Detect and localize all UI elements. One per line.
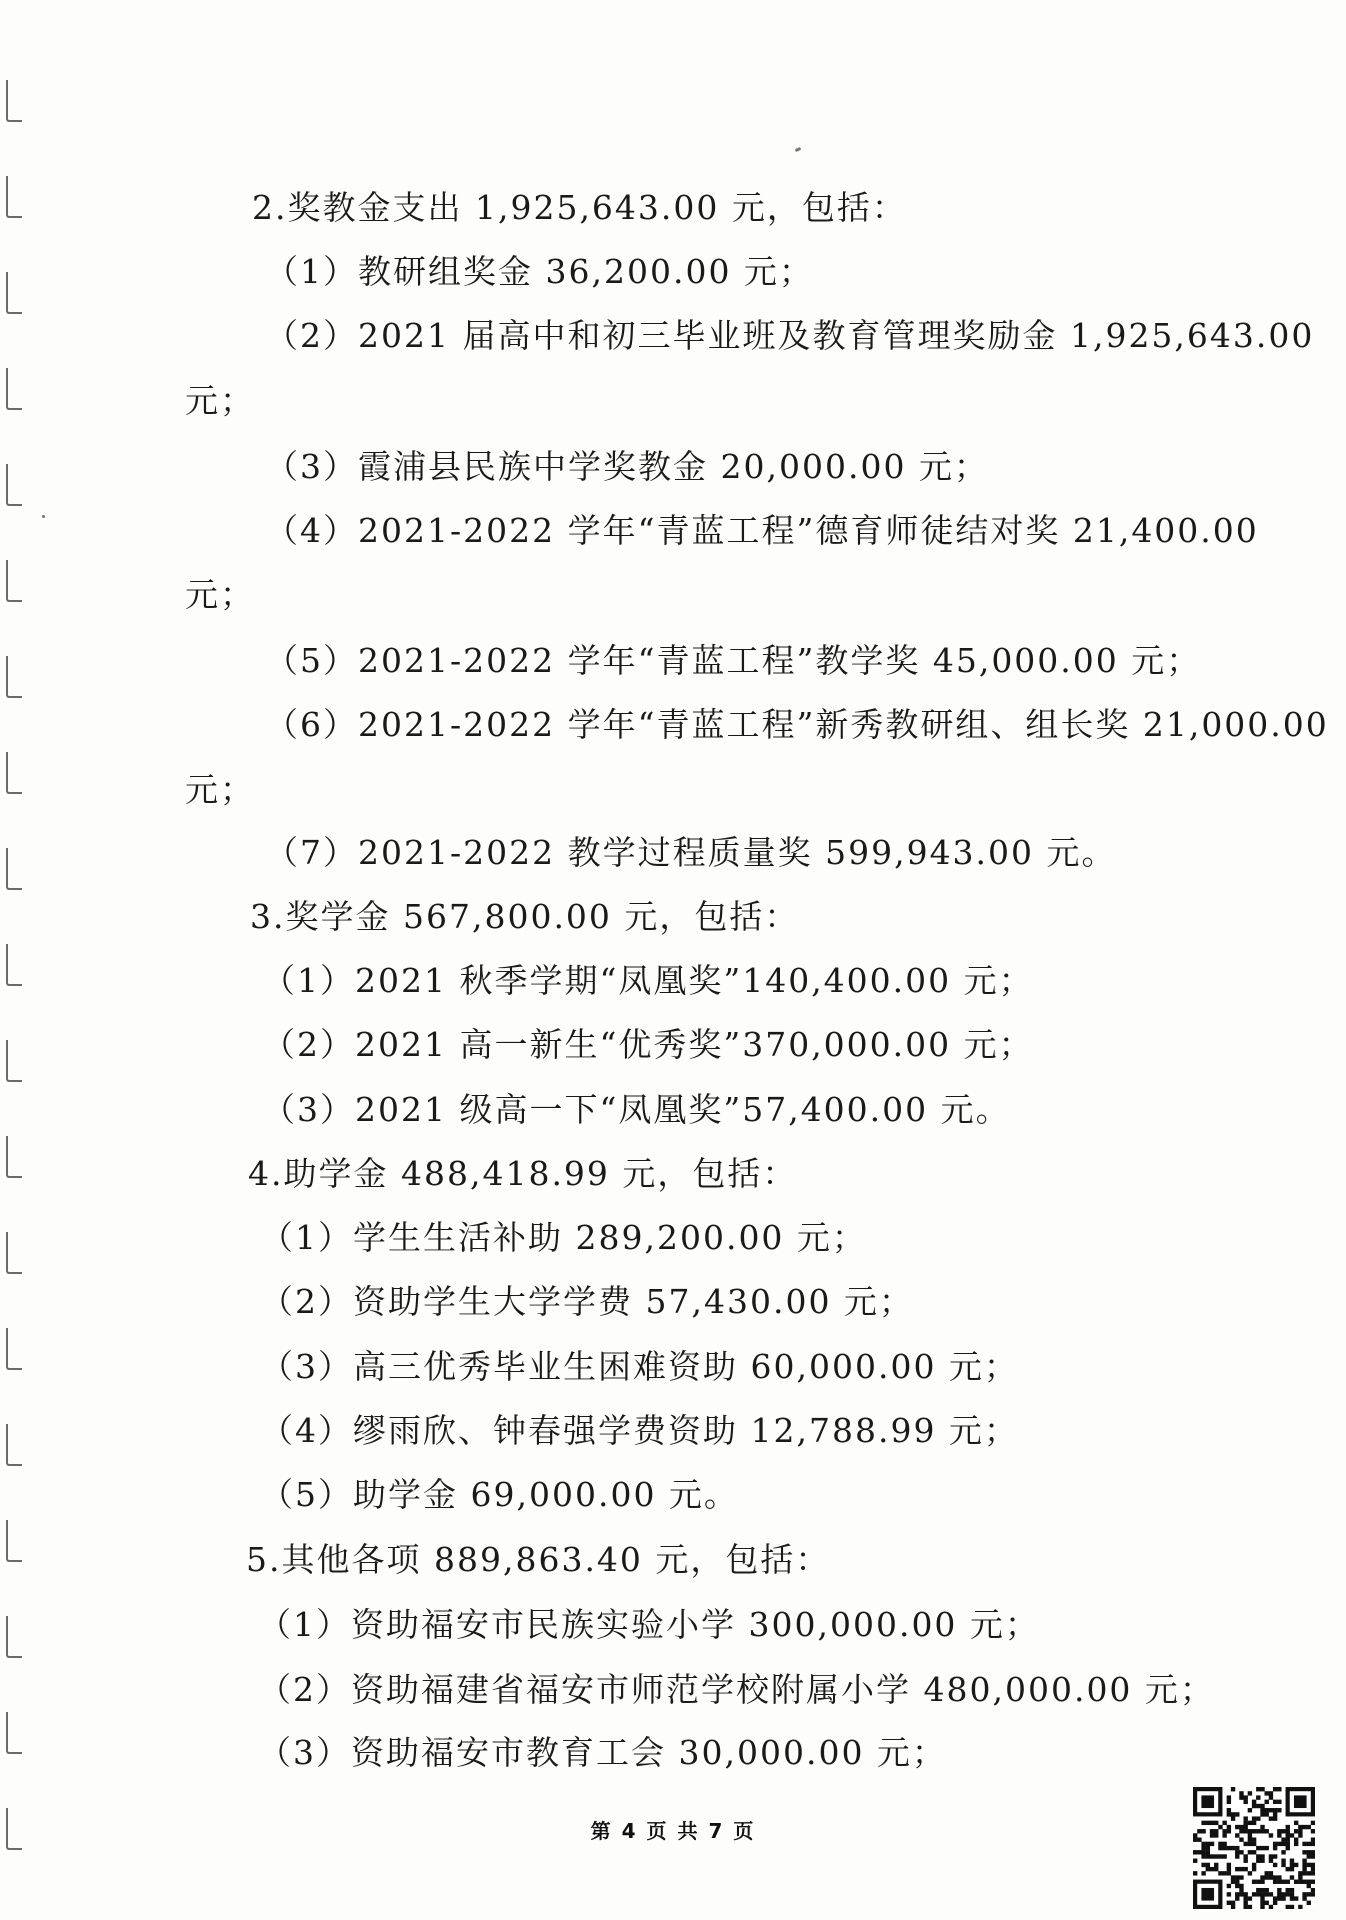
list-item: （2）资助福建省福安市师范学校附属小学 480,000.00 元；	[258, 1670, 1215, 1709]
list-item: （2）资助学生大学学费 57,430.00 元；	[260, 1282, 914, 1321]
binding-mark	[6, 1424, 22, 1466]
section-5-heading: 5.其他各项 889,863.40 元，包括：	[246, 1540, 831, 1579]
binding-mark	[6, 1712, 22, 1754]
list-item: （1）学生生活补助 289,200.00 元；	[260, 1218, 867, 1257]
list-item: （5）2021-2022 学年“青蓝工程”教学奖 45,000.00 元；	[265, 641, 1202, 680]
list-item: （1）教研组奖金 36,200.00 元；	[265, 252, 814, 291]
binding-mark	[6, 464, 22, 506]
list-item: （5）助学金 69,000.00 元。	[260, 1475, 739, 1514]
qr-code	[1193, 1787, 1315, 1909]
list-item: （3）资助福安市教育工会 30,000.00 元；	[258, 1733, 947, 1772]
binding-mark	[6, 560, 22, 602]
binding-mark	[6, 1040, 22, 1082]
binding-marks	[6, 80, 24, 1900]
binding-mark	[6, 848, 22, 890]
binding-mark	[6, 1616, 22, 1658]
scan-speck	[795, 147, 802, 152]
page-number-footer: 第 4 页 共 7 页	[590, 1819, 756, 1843]
section-3-heading: 3.奖学金 567,800.00 元，包括：	[250, 897, 800, 936]
binding-mark	[6, 272, 22, 314]
list-item-continuation: 元；	[185, 770, 255, 809]
list-item: （1）资助福安市民族实验小学 300,000.00 元；	[258, 1605, 1040, 1644]
list-item-continuation: 元；	[185, 381, 255, 420]
binding-mark	[6, 176, 22, 218]
binding-mark	[6, 1232, 22, 1274]
binding-mark	[6, 1328, 22, 1370]
list-item: （1）2021 秋季学期“凤凰奖”140,400.00 元；	[262, 961, 1034, 1000]
list-item: （2）2021 届高中和初三毕业班及教育管理奖励金 1,925,643.00	[265, 316, 1315, 355]
binding-mark	[6, 1520, 22, 1562]
list-item: （3）2021 级高一下“凤凰奖”57,400.00 元。	[262, 1090, 1011, 1129]
binding-mark	[6, 1136, 22, 1178]
list-item-continuation: 元；	[185, 575, 255, 614]
list-item: （4）2021-2022 学年“青蓝工程”德育师徒结对奖 21,400.00	[265, 511, 1259, 550]
list-item: （7）2021-2022 教学过程质量奖 599,943.00 元。	[265, 833, 1117, 872]
scan-speck	[42, 515, 46, 519]
list-item: （3）高三优秀毕业生困难资助 60,000.00 元；	[260, 1347, 1019, 1386]
section-4-heading: 4.助学金 488,418.99 元，包括：	[248, 1154, 798, 1193]
binding-mark	[6, 656, 22, 698]
list-item: （4）缪雨欣、钟春强学费资助 12,788.99 元；	[260, 1411, 1019, 1450]
binding-mark	[6, 752, 22, 794]
binding-mark	[6, 368, 22, 410]
list-item: （3）霞浦县民族中学奖教金 20,000.00 元；	[265, 447, 989, 486]
binding-mark	[6, 80, 22, 122]
list-item: （2）2021 高一新生“优秀奖”370,000.00 元；	[262, 1025, 1034, 1064]
section-2-heading: 2.奖教金支出 1,925,643.00 元，包括：	[252, 188, 907, 227]
binding-mark	[6, 944, 22, 986]
list-item: （6）2021-2022 学年“青蓝工程”新秀教研组、组长奖 21,000.00	[265, 705, 1329, 744]
